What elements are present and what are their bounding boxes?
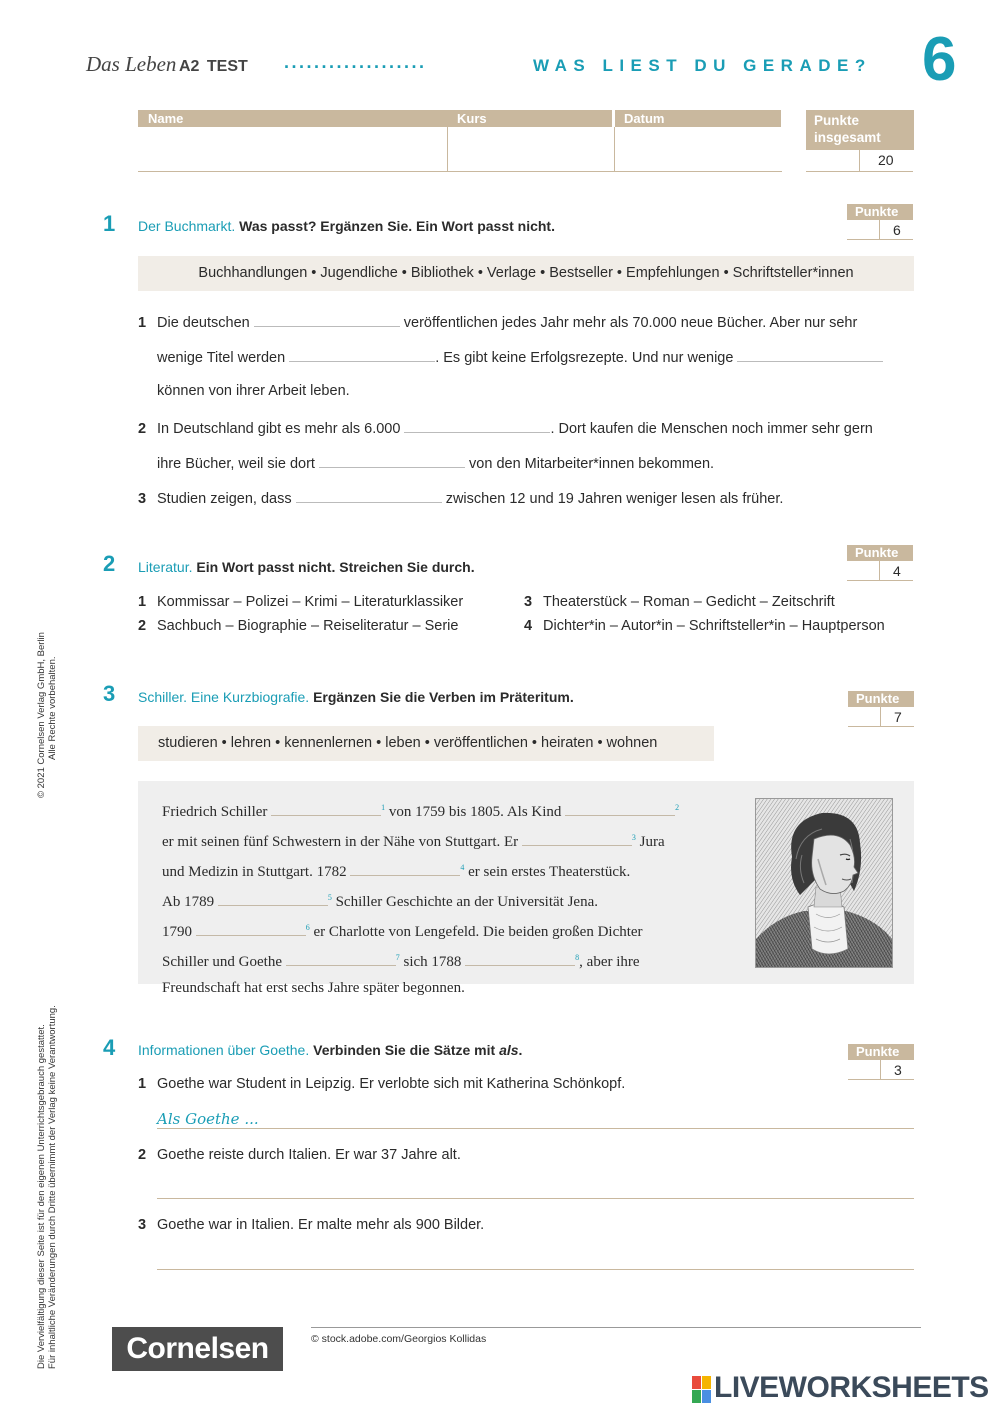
header-dots: ................... — [284, 52, 427, 72]
blank-s3-4[interactable] — [350, 861, 460, 876]
s1-item-1-line-2: wenige Titel werden . Es gibt keine Erfolgsrezepte. Und nur wenige — [157, 347, 883, 366]
punkte-insgesamt-label: Punkte insgesamt — [806, 110, 914, 150]
section-1-points: Punkte 6 — [847, 204, 913, 240]
blank-s3-3[interactable] — [522, 831, 632, 846]
total-points: 20 — [806, 150, 913, 172]
blank-s3-1[interactable] — [271, 801, 381, 816]
s4-answer-1[interactable] — [157, 1108, 914, 1129]
blank-s3-8[interactable] — [465, 951, 575, 966]
schiller-text: Friedrich Schiller $^1$ von 1759 bis 1805. Als Kind $^2$ er mit seinen fünf Schwestern in der Nähe von Stuttgart. Er $^3$ Jura und Medizin in Stuttgart. 1782 $^4$ er sein erstes Theaterstück. Ab 1789 $^5$ Schiller Geschichte an der Universität Jena. 1790 $^6$ er Charlotte von Lengefeld. Die beiden großen Dichter Schiller und Goethe $^7$ sich 1788 $^8$, aber ihre Freundschaft hat erst sechs Jahre später begonnen. — [162, 803, 680, 996]
s1-item-3: 3 Studien zeigen, dass zwischen 12 und 19 Jahren weniger lesen als früher. — [138, 488, 783, 507]
brand-logo: Das Leben — [86, 52, 177, 76]
blank-2b[interactable] — [319, 453, 465, 468]
cornelsen-logo: Cornelsen — [112, 1327, 283, 1371]
footer-rule — [311, 1327, 921, 1328]
s1-item-1-line-1: 1 Die deutschen veröffentlichen jedes Jahr mehr als 70.000 neue Bücher. Aber nur sehr — [138, 312, 857, 331]
image-credit: © stock.adobe.com/Georgios Kollidas — [311, 1333, 487, 1345]
s1-item-2-line-1: 2 In Deutschland gibt es mehr als 6.000 . Dort kaufen die Menschen noch immer sehr gern — [138, 418, 873, 437]
s1-item-1-line-3: können von ihrer Arbeit leben. — [157, 383, 350, 399]
blank-s3-7[interactable] — [286, 951, 396, 966]
datum-label: Datum — [615, 110, 781, 127]
kurs-label: Kurs — [448, 110, 612, 127]
blank-1a[interactable] — [254, 312, 400, 327]
legal-sidebar: Die Vervielfältigung dieser Seite ist für den eigenen Unterrichtsgebrauch gestattet. Für inhaltliche Veränderungen durch Dritte übernimmt der Verlag keine Verantwortung. — [36, 1005, 58, 1369]
section-2-number: 2 — [103, 551, 116, 576]
section-3-wordbank: studieren • lehren • kennenlernen • leben • veröffentlichen • heiraten • wohnen — [138, 726, 714, 761]
section-1-number: 1 — [103, 211, 116, 236]
s2-item-3[interactable]: 3 Theaterstück – Roman – Gedicht – Zeitschrift — [524, 594, 835, 610]
blank-1c[interactable] — [737, 347, 883, 362]
example-answer: Als Goethe ... — [157, 1110, 259, 1128]
section-1-wordbank: Buchhandlungen • Jugendliche • Bibliothek • Verlage • Bestseller • Empfehlungen • Schriftsteller*innen — [138, 256, 914, 291]
name-field[interactable] — [138, 127, 447, 172]
s4-answer-3[interactable] — [157, 1249, 914, 1270]
blank-3a[interactable] — [296, 488, 442, 503]
section-4-heading: Informationen über Goethe. Verbinden Sie die Sätze mit als. — [138, 1042, 523, 1058]
schiller-portrait — [755, 798, 893, 968]
section-4-points: Punkte 3 — [848, 1044, 914, 1080]
name-label: Name — [138, 110, 456, 127]
section-4-number: 4 — [103, 1035, 116, 1060]
section-1-heading: Der Buchmarkt. Was passt? Ergänzen Sie. Ein Wort passt nicht. — [138, 218, 555, 234]
section-3-number: 3 — [103, 681, 116, 706]
chapter-number: 6 — [922, 25, 957, 94]
blank-1b[interactable] — [289, 347, 435, 362]
section-2-points: Punkte 4 — [847, 545, 913, 581]
blank-2a[interactable] — [404, 418, 550, 433]
s1-item-2-line-2: ihre Bücher, weil sie dort von den Mitarbeiter*innen bekommen. — [157, 453, 714, 472]
s4-answer-2[interactable] — [157, 1178, 914, 1199]
blank-s3-6[interactable] — [196, 921, 306, 936]
s2-item-2[interactable]: 2 Sachbuch – Biographie – Reiseliteratur – Serie — [138, 618, 459, 634]
s2-item-1[interactable]: 1 Kommissar – Polizei – Krimi – Literaturklassiker — [138, 594, 464, 610]
blank-s3-2[interactable] — [565, 801, 675, 816]
level-label: A2 TEST — [179, 58, 248, 75]
s4-item-1: 1 Goethe war Student in Leipzig. Er verlobte sich mit Katherina Schönkopf. — [138, 1076, 626, 1092]
datum-field[interactable] — [614, 127, 782, 172]
page-title: WAS LIEST DU GERADE? — [533, 56, 872, 75]
s4-item-3: 3 Goethe war in Italien. Er malte mehr als 900 Bilder. — [138, 1217, 485, 1233]
kurs-field[interactable] — [447, 127, 614, 172]
s4-item-2: 2 Goethe reiste durch Italien. Er war 37 Jahre alt. — [138, 1147, 461, 1163]
copyright-sidebar: © 2021 Cornelsen Verlag GmbH, Berlin Alle Rechte vorbehalten. — [36, 632, 58, 798]
s2-item-4[interactable]: 4 Dichter*in – Autor*in – Schriftsteller*in – Hauptperson — [524, 618, 885, 634]
section-2-heading: Literatur. Ein Wort passt nicht. Streichen Sie durch. — [138, 559, 475, 575]
live-blocks-icon — [692, 1376, 712, 1403]
section-3-points: Punkte 7 — [848, 691, 914, 727]
blank-s3-5[interactable] — [218, 891, 328, 906]
section-3-heading: Schiller. Eine Kurzbiografie. Ergänzen Sie die Verben im Präteritum. — [138, 689, 574, 705]
